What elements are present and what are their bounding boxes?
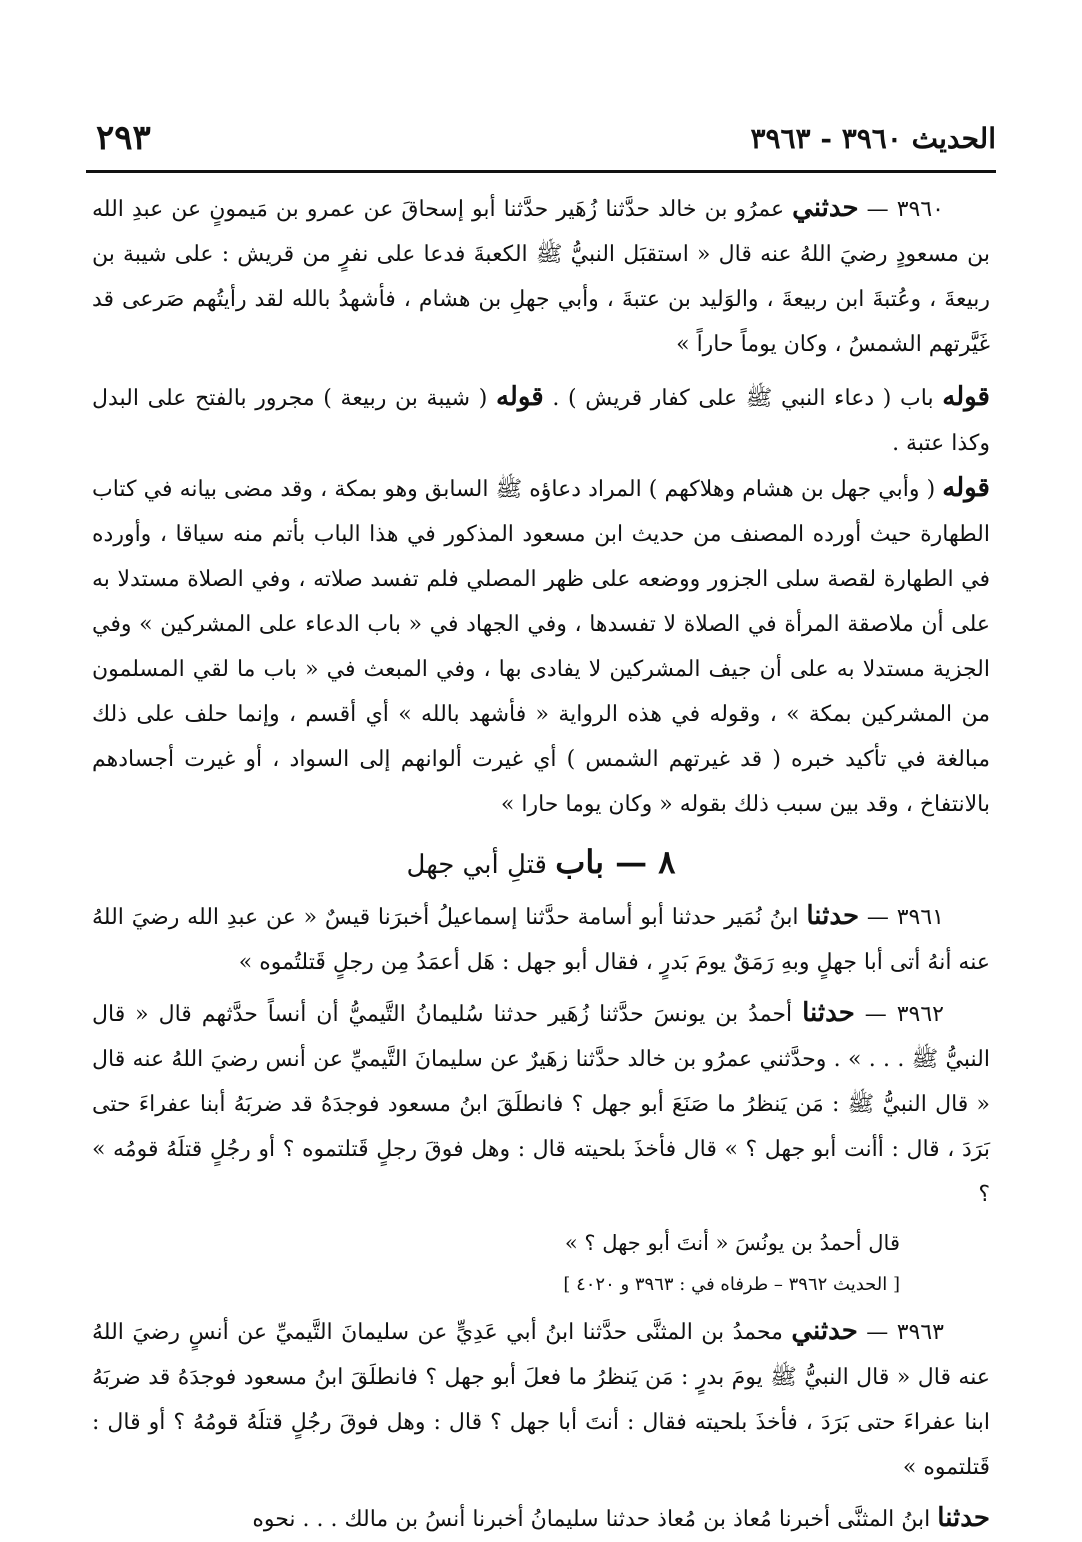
chapter-number: ٨ — bbox=[603, 843, 676, 881]
hadith-range-title: الحديث ٣٩٦٠ - ٣٩٦٣ bbox=[750, 122, 996, 155]
haddathana-keyword: حدثنا bbox=[806, 901, 860, 931]
cross-reference: [ الحديث ٣٩٦٢ – طرفاه في : ٣٩٦٣ و ٤٠٢٠ ] bbox=[563, 1274, 900, 1295]
page-number: ٢٩٣ bbox=[96, 118, 151, 158]
commentary-paragraph-1 bbox=[92, 375, 990, 466]
hadith-text: ابنُ نُمَير حدثنا أبو أسامة حدَّثنا إسماعيلُ أخبرَنا قيسٌ « عن عبدِ الله رضيَ اللهُ عنه أنهُ أتى أبا جهلٍ وبهِ رَمَقٌ يومَ بَدرٍ ، فقال أبو جهل : هَل أعمَدُ مِن رجلٍ قَتلتُموه » bbox=[92, 905, 990, 975]
hadith-3963 bbox=[92, 1309, 990, 1490]
commentary-text: باب ( دعاء النبي ﷺ على كفار قريش ) . bbox=[543, 386, 943, 411]
page-header bbox=[86, 118, 996, 168]
haddathana-keyword: حدثنا bbox=[937, 1503, 990, 1533]
commentary-paragraph-2 bbox=[92, 466, 990, 827]
page-body bbox=[92, 186, 990, 1542]
qawluhu-keyword: قوله bbox=[495, 382, 544, 412]
hadith-3960 bbox=[92, 186, 990, 367]
haddathani-keyword: حدثني bbox=[792, 193, 859, 223]
commentary-text: ( وأبي جهل بن هشام وهلاكهم ) المراد دعاؤه ﷺ السابق وهو بمكة ، وقد مضى بيانه في كتاب الطهارة حيث أورده المصنف من حديث ابن مسعود المذكور في هذا الباب بأتم منه سياقا ، وأورده في الطهارة لقصة سلى الجزور ووضعه على ظهر المصلي فلم تفسد صلاته ، وفي الصلاة مستدلا به على أن ملاصقة المرأة في الصلاة لا تفسدها ، وفي الجهاد في « باب الدعاء على المشركين » وفي الجزية مستدلا به على أن جيف المشركين لا يفادى بها ، وفي المبعث في « باب ما لقي المسلمون من المشركين بمكة » ، وقوله في هذه الرواية « فأشهد بالله » أي أقسم ، وإنما حلف على ذلك مبالغة في تأكيد خبره ( قد غيرتهم الشمس ) أي غيرت ألوانهم إلى السواد ، أو غيرت أجسادهم بالانتفاخ ، وقد بين سبب ذلك بقوله « وكان يوما حارا » bbox=[92, 477, 990, 817]
hadith-3962 bbox=[92, 991, 990, 1217]
hadith-3963-alt-chain bbox=[92, 1496, 990, 1542]
haddathana-keyword: حدثنا bbox=[802, 998, 855, 1028]
hadith-number: ٣٩٦١ — bbox=[859, 905, 944, 930]
hadith-number: ٣٩٦٢ — bbox=[854, 1002, 944, 1027]
qawluhu-keyword: قوله bbox=[942, 473, 990, 503]
haddathani-keyword: حدثني bbox=[791, 1316, 858, 1346]
hadith-3961 bbox=[92, 894, 990, 985]
hadith-text: عمرُو بن خالد حدَّثنا زُهَير حدَّثنا أبو إسحاقَ عن عمرو بن مَيمونٍ عن عبدِ الله بن مسعودٍ رضيَ اللهُ عنه قال « استقبَل النبيُّ ﷺ الكعبةَ فدعا على نفرٍ من قريش : على شيبة بن ربيعةَ ، وعُتبةَ ابن ربيعةَ ، والوَليد بن عتبةَ ، وأبي جهلِ بن هشام ، فأشهدُ بالله لقد رأيتُهم صَرعى قد غَيَّرتهم الشمسُ ، وكان يوماً حاراً » bbox=[92, 197, 990, 357]
header-rule bbox=[86, 170, 996, 173]
hadith-number: ٣٩٦٣ — bbox=[857, 1320, 944, 1345]
hadith-text: ابنُ المثنَّى أخبرنا مُعاذ بن مُعاذ حدثنا سليمانُ أخبرنا أنسُ بن مالك . . . نحوه bbox=[252, 1507, 938, 1532]
qawluhu-keyword: قوله bbox=[942, 382, 990, 412]
chapter-title: قتلِ أبي جهل bbox=[406, 850, 556, 880]
bab-keyword: باب bbox=[555, 843, 604, 881]
commentary-text: ( شيبة بن ربيعة ) مجرور بالفتح على البدل وكذا عتبة . bbox=[92, 386, 990, 456]
chapter-heading bbox=[92, 835, 990, 892]
hadith-number: ٣٩٦٠ — bbox=[858, 197, 944, 222]
hadith-text: محمدُ بن المثنَّى حدَّثنا ابنُ أبي عَدِيٍّ عن سليمانَ التَّيميِّ عن أنسٍ رضيَ اللهُ عنه قال « قال النبيُّ ﷺ يومَ بدرٍ : مَن يَنظرُ ما فعلَ أبو جهل ؟ فانطلَقَ ابنُ مسعود فوجدَهُ قد ضربَهُ ابنا عفراءَ حتى بَرَدَ ، فأخذَ بلحيته فقال : أنتَ أبا جهل ؟ قال : وهل فوقَ رجُلٍ قتلَهُ قومُهُ ؟ أو قال : قَتلتموه » bbox=[92, 1320, 990, 1480]
hadith-text: أحمدُ بن يونسَ حدَّثنا زُهَير حدثنا سُليمانُ التَّيميُّ أن أنساً حدَّثهم قال « قال النبيُّ ﷺ . . . » . وحدَّثني عمرُو بن خالد حدَّثنا زهَيرٌ عن سليمانَ التَّيميِّ عن أنس رضيَ اللهُ عنه قال « قال النبيُّ ﷺ : مَن يَنظرُ ما صَنَعَ أبو جهل ؟ فانطلَقَ ابنُ مسعود فوجدَهُ قد ضربَهُ أبنا عفراءَ حتى بَرَدَ ، قال : أأنت أبو جهل ؟ » قال فأخذَ بلحيته قال : وهل فوقَ رجلٍ قَتلتموه ؟ أو رجُلٍ قتلَهُ قومُه » ؟ bbox=[92, 1002, 990, 1207]
narrator-note: قال أحمدُ بن يونُسَ « أنتَ أبو جهل ؟ » bbox=[564, 1231, 900, 1255]
